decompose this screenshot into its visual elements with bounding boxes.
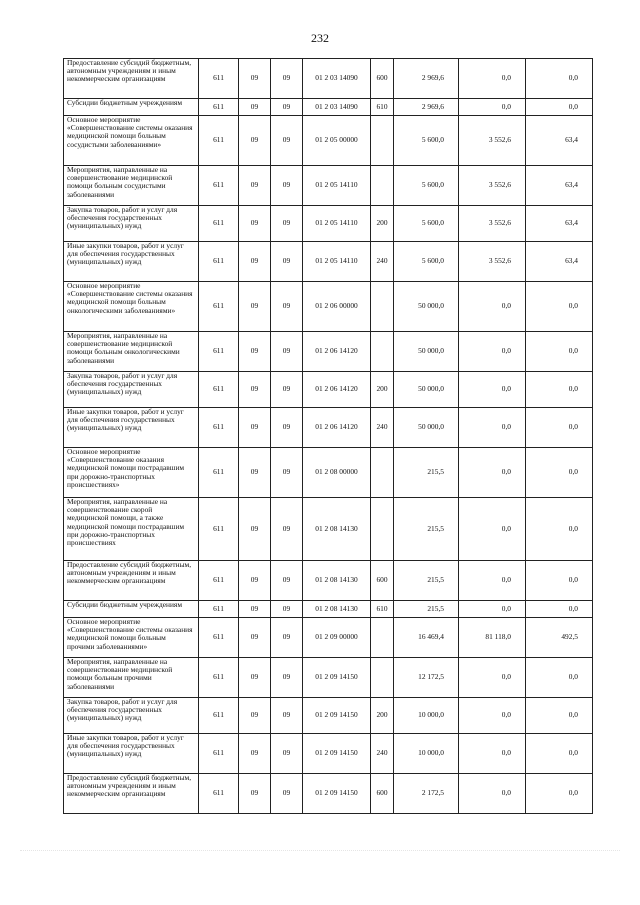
expense-type-cell bbox=[371, 498, 394, 561]
section-cell: 09 bbox=[239, 601, 271, 618]
table-body bbox=[64, 59, 593, 814]
target-article-cell: 01 2 09 14150 bbox=[303, 774, 371, 814]
amount-3-cell: 0,0 bbox=[526, 561, 593, 601]
table-row bbox=[64, 448, 593, 498]
section-cell: 09 bbox=[239, 59, 271, 99]
section-cell: 09 bbox=[239, 166, 271, 206]
grbs-cell: 611 bbox=[199, 698, 239, 734]
amount-2-cell: 0,0 bbox=[459, 658, 526, 698]
amount-2-cell: 0,0 bbox=[459, 59, 526, 99]
amount-3-cell: 0,0 bbox=[526, 59, 593, 99]
target-article-cell: 01 2 08 00000 bbox=[303, 448, 371, 498]
target-article-cell: 01 2 06 00000 bbox=[303, 282, 371, 332]
plan-amount-cell: 2 969,6 bbox=[394, 99, 459, 116]
subsection-cell: 09 bbox=[271, 408, 303, 448]
section-cell: 09 bbox=[239, 618, 271, 658]
subsection-cell: 09 bbox=[271, 734, 303, 774]
plan-amount-cell: 10 000,0 bbox=[394, 734, 459, 774]
amount-3-cell: 0,0 bbox=[526, 408, 593, 448]
row-name-cell: Мероприятия, направленные на совершенствование медицинской помощи больным сосудистыми заболеваниями bbox=[64, 166, 199, 206]
subsection-cell: 09 bbox=[271, 242, 303, 282]
plan-amount-cell: 10 000,0 bbox=[394, 698, 459, 734]
amount-2-cell: 0,0 bbox=[459, 498, 526, 561]
grbs-cell: 611 bbox=[199, 774, 239, 814]
plan-amount-cell: 215,5 bbox=[394, 601, 459, 618]
target-article-cell: 01 2 08 14130 bbox=[303, 498, 371, 561]
expense-type-cell: 610 bbox=[371, 601, 394, 618]
table-row bbox=[64, 282, 593, 332]
plan-amount-cell: 16 469,4 bbox=[394, 618, 459, 658]
amount-3-cell: 0,0 bbox=[526, 99, 593, 116]
expense-type-cell: 200 bbox=[371, 698, 394, 734]
amount-2-cell: 0,0 bbox=[459, 448, 526, 498]
subsection-cell: 09 bbox=[271, 372, 303, 408]
grbs-cell: 611 bbox=[199, 618, 239, 658]
row-name-cell: Предоставление субсидий бюджетным, автономным учреждениям и иным некоммерческим организациям bbox=[64, 561, 199, 601]
expense-type-cell: 600 bbox=[371, 561, 394, 601]
target-article-cell: 01 2 05 14110 bbox=[303, 206, 371, 242]
amount-3-cell: 0,0 bbox=[526, 372, 593, 408]
section-cell: 09 bbox=[239, 116, 271, 166]
row-name-cell: Иные закупки товаров, работ и услуг для обеспечения государственных (муниципальных) нужд bbox=[64, 734, 199, 774]
subsection-cell: 09 bbox=[271, 498, 303, 561]
amount-3-cell: 0,0 bbox=[526, 774, 593, 814]
grbs-cell: 611 bbox=[199, 59, 239, 99]
table-row bbox=[64, 498, 593, 561]
expense-type-cell: 600 bbox=[371, 774, 394, 814]
expense-type-cell: 240 bbox=[371, 242, 394, 282]
amount-2-cell: 3 552,6 bbox=[459, 206, 526, 242]
subsection-cell: 09 bbox=[271, 601, 303, 618]
grbs-cell: 611 bbox=[199, 601, 239, 618]
amount-2-cell: 3 552,6 bbox=[459, 166, 526, 206]
amount-2-cell: 81 118,0 bbox=[459, 618, 526, 658]
row-name-cell: Мероприятия, направленные на совершенствование медицинской помощи больным онкологическими заболеваниями bbox=[64, 332, 199, 372]
row-name-cell: Иные закупки товаров, работ и услуг для обеспечения государственных (муниципальных) нужд bbox=[64, 242, 199, 282]
amount-2-cell: 3 552,6 bbox=[459, 242, 526, 282]
section-cell: 09 bbox=[239, 242, 271, 282]
grbs-cell: 611 bbox=[199, 166, 239, 206]
subsection-cell: 09 bbox=[271, 618, 303, 658]
table-row bbox=[64, 332, 593, 372]
amount-2-cell: 0,0 bbox=[459, 99, 526, 116]
target-article-cell: 01 2 09 14150 bbox=[303, 734, 371, 774]
section-cell: 09 bbox=[239, 282, 271, 332]
amount-2-cell: 0,0 bbox=[459, 332, 526, 372]
row-name-cell: Основное мероприятие «Совершенствование системы оказания медицинской помощи больным онкологическими заболеваниями» bbox=[64, 282, 199, 332]
amount-3-cell: 63,4 bbox=[526, 116, 593, 166]
section-cell: 09 bbox=[239, 498, 271, 561]
subsection-cell: 09 bbox=[271, 658, 303, 698]
section-cell: 09 bbox=[239, 774, 271, 814]
expense-type-cell: 610 bbox=[371, 99, 394, 116]
row-name-cell: Основное мероприятие «Совершенствование системы оказания медицинской помощи больным сосудистыми заболеваниями» bbox=[64, 116, 199, 166]
table-row bbox=[64, 618, 593, 658]
target-article-cell: 01 2 09 14150 bbox=[303, 658, 371, 698]
target-article-cell: 01 2 03 14090 bbox=[303, 99, 371, 116]
table-row bbox=[64, 116, 593, 166]
expense-type-cell bbox=[371, 448, 394, 498]
amount-2-cell: 0,0 bbox=[459, 408, 526, 448]
expense-type-cell: 240 bbox=[371, 734, 394, 774]
row-name-cell: Мероприятия, направленные на совершенствование медицинской помощи больным прочими заболеваниями bbox=[64, 658, 199, 698]
grbs-cell: 611 bbox=[199, 282, 239, 332]
plan-amount-cell: 50 000,0 bbox=[394, 282, 459, 332]
table-row bbox=[64, 59, 593, 99]
amount-3-cell: 0,0 bbox=[526, 698, 593, 734]
amount-3-cell: 492,5 bbox=[526, 618, 593, 658]
grbs-cell: 611 bbox=[199, 99, 239, 116]
table-row bbox=[64, 408, 593, 448]
plan-amount-cell: 215,5 bbox=[394, 561, 459, 601]
table-row bbox=[64, 658, 593, 698]
amount-3-cell: 63,4 bbox=[526, 242, 593, 282]
subsection-cell: 09 bbox=[271, 206, 303, 242]
target-article-cell: 01 2 05 00000 bbox=[303, 116, 371, 166]
amount-2-cell: 0,0 bbox=[459, 734, 526, 774]
grbs-cell: 611 bbox=[199, 734, 239, 774]
plan-amount-cell: 215,5 bbox=[394, 448, 459, 498]
target-article-cell: 01 2 08 14130 bbox=[303, 601, 371, 618]
table-row bbox=[64, 698, 593, 734]
section-cell: 09 bbox=[239, 332, 271, 372]
section-cell: 09 bbox=[239, 734, 271, 774]
row-name-cell: Предоставление субсидий бюджетным, автономным учреждениям и иным некоммерческим организациям bbox=[64, 774, 199, 814]
section-cell: 09 bbox=[239, 99, 271, 116]
expense-type-cell bbox=[371, 332, 394, 372]
plan-amount-cell: 5 600,0 bbox=[394, 206, 459, 242]
table-row bbox=[64, 774, 593, 814]
table-row bbox=[64, 372, 593, 408]
target-article-cell: 01 2 03 14090 bbox=[303, 59, 371, 99]
expense-type-cell: 600 bbox=[371, 59, 394, 99]
amount-2-cell: 3 552,6 bbox=[459, 116, 526, 166]
subsection-cell: 09 bbox=[271, 448, 303, 498]
expense-type-cell bbox=[371, 166, 394, 206]
subsection-cell: 09 bbox=[271, 561, 303, 601]
grbs-cell: 611 bbox=[199, 332, 239, 372]
amount-3-cell: 0,0 bbox=[526, 282, 593, 332]
target-article-cell: 01 2 05 14110 bbox=[303, 242, 371, 282]
expense-type-cell: 200 bbox=[371, 372, 394, 408]
amount-2-cell: 0,0 bbox=[459, 698, 526, 734]
row-name-cell: Мероприятия, направленные на совершенствование скорой медицинской помощи, а также медицинской помощи пострадавшим при дорожно-транспортных происшествиях bbox=[64, 498, 199, 561]
grbs-cell: 611 bbox=[199, 658, 239, 698]
amount-3-cell: 0,0 bbox=[526, 448, 593, 498]
grbs-cell: 611 bbox=[199, 372, 239, 408]
table-row bbox=[64, 206, 593, 242]
grbs-cell: 611 bbox=[199, 116, 239, 166]
amount-3-cell: 0,0 bbox=[526, 734, 593, 774]
subsection-cell: 09 bbox=[271, 698, 303, 734]
grbs-cell: 611 bbox=[199, 448, 239, 498]
row-name-cell: Закупка товаров, работ и услуг для обеспечения государственных (муниципальных) нужд bbox=[64, 372, 199, 408]
amount-2-cell: 0,0 bbox=[459, 561, 526, 601]
grbs-cell: 611 bbox=[199, 242, 239, 282]
section-cell: 09 bbox=[239, 206, 271, 242]
plan-amount-cell: 5 600,0 bbox=[394, 166, 459, 206]
amount-3-cell: 0,0 bbox=[526, 601, 593, 618]
grbs-cell: 611 bbox=[199, 206, 239, 242]
expense-type-cell: 240 bbox=[371, 408, 394, 448]
amount-3-cell: 0,0 bbox=[526, 658, 593, 698]
plan-amount-cell: 50 000,0 bbox=[394, 372, 459, 408]
plan-amount-cell: 5 600,0 bbox=[394, 242, 459, 282]
target-article-cell: 01 2 06 14120 bbox=[303, 332, 371, 372]
target-article-cell: 01 2 08 14130 bbox=[303, 561, 371, 601]
row-name-cell: Закупка товаров, работ и услуг для обеспечения государственных (муниципальных) нужд bbox=[64, 206, 199, 242]
amount-2-cell: 0,0 bbox=[459, 282, 526, 332]
row-name-cell: Основное мероприятие «Совершенствование системы оказания медицинской помощи больным прочими заболеваниями» bbox=[64, 618, 199, 658]
table-row bbox=[64, 601, 593, 618]
grbs-cell: 611 bbox=[199, 561, 239, 601]
expense-type-cell: 200 bbox=[371, 206, 394, 242]
amount-2-cell: 0,0 bbox=[459, 372, 526, 408]
row-name-cell: Предоставление субсидий бюджетным, автономным учреждениям и иным некоммерческим организациям bbox=[64, 59, 199, 99]
plan-amount-cell: 5 600,0 bbox=[394, 116, 459, 166]
table-row bbox=[64, 99, 593, 116]
plan-amount-cell: 215,5 bbox=[394, 498, 459, 561]
amount-2-cell: 0,0 bbox=[459, 774, 526, 814]
table-row bbox=[64, 242, 593, 282]
amount-3-cell: 0,0 bbox=[526, 498, 593, 561]
budget-table bbox=[63, 58, 593, 814]
amount-3-cell: 63,4 bbox=[526, 166, 593, 206]
table-row bbox=[64, 166, 593, 206]
row-name-cell: Иные закупки товаров, работ и услуг для обеспечения государственных (муниципальных) нужд bbox=[64, 408, 199, 448]
target-article-cell: 01 2 05 14110 bbox=[303, 166, 371, 206]
section-cell: 09 bbox=[239, 698, 271, 734]
target-article-cell: 01 2 06 14120 bbox=[303, 372, 371, 408]
row-name-cell: Закупка товаров, работ и услуг для обеспечения государственных (муниципальных) нужд bbox=[64, 698, 199, 734]
subsection-cell: 09 bbox=[271, 282, 303, 332]
row-name-cell: Субсидии бюджетным учреждениям bbox=[64, 99, 199, 116]
section-cell: 09 bbox=[239, 408, 271, 448]
subsection-cell: 09 bbox=[271, 59, 303, 99]
expense-type-cell bbox=[371, 116, 394, 166]
target-article-cell: 01 2 09 14150 bbox=[303, 698, 371, 734]
scan-artifact-line bbox=[20, 850, 620, 852]
target-article-cell: 01 2 09 00000 bbox=[303, 618, 371, 658]
section-cell: 09 bbox=[239, 561, 271, 601]
row-name-cell: Субсидии бюджетным учреждениям bbox=[64, 601, 199, 618]
table-row bbox=[64, 734, 593, 774]
section-cell: 09 bbox=[239, 658, 271, 698]
subsection-cell: 09 bbox=[271, 166, 303, 206]
subsection-cell: 09 bbox=[271, 774, 303, 814]
plan-amount-cell: 2 172,5 bbox=[394, 774, 459, 814]
subsection-cell: 09 bbox=[271, 332, 303, 372]
expense-type-cell bbox=[371, 658, 394, 698]
row-name-cell: Основное мероприятие «Совершенствование оказания медицинской помощи пострадавшим при дорожно-транспортных происшествиях» bbox=[64, 448, 199, 498]
plan-amount-cell: 50 000,0 bbox=[394, 332, 459, 372]
plan-amount-cell: 2 969,6 bbox=[394, 59, 459, 99]
section-cell: 09 bbox=[239, 448, 271, 498]
page-number: 232 bbox=[311, 31, 329, 45]
subsection-cell: 09 bbox=[271, 99, 303, 116]
section-cell: 09 bbox=[239, 372, 271, 408]
grbs-cell: 611 bbox=[199, 498, 239, 561]
expense-type-cell bbox=[371, 618, 394, 658]
amount-3-cell: 0,0 bbox=[526, 332, 593, 372]
plan-amount-cell: 12 172,5 bbox=[394, 658, 459, 698]
amount-3-cell: 63,4 bbox=[526, 206, 593, 242]
subsection-cell: 09 bbox=[271, 116, 303, 166]
table-row bbox=[64, 561, 593, 601]
target-article-cell: 01 2 06 14120 bbox=[303, 408, 371, 448]
amount-2-cell: 0,0 bbox=[459, 601, 526, 618]
plan-amount-cell: 50 000,0 bbox=[394, 408, 459, 448]
grbs-cell: 611 bbox=[199, 408, 239, 448]
expense-type-cell bbox=[371, 282, 394, 332]
